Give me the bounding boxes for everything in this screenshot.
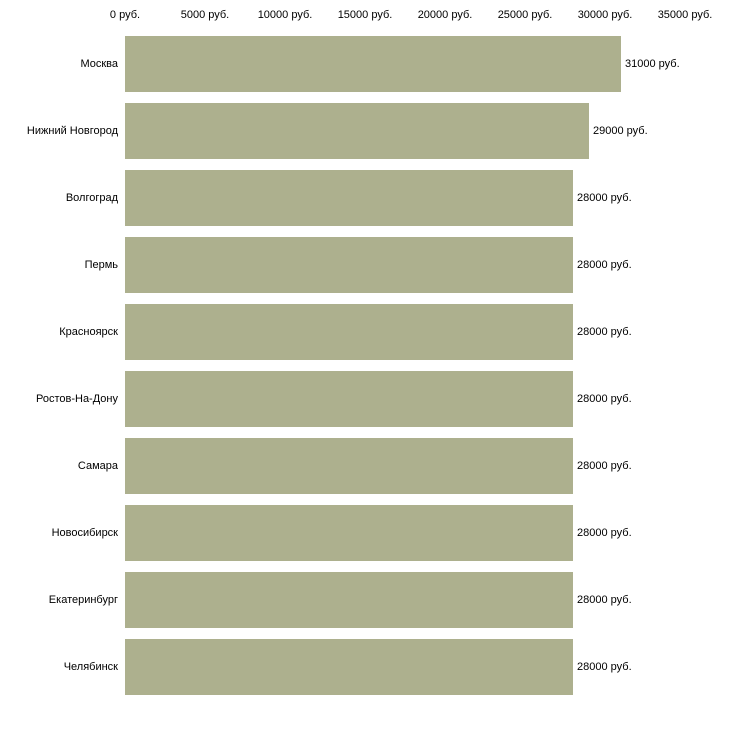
bar-row: [125, 36, 685, 92]
category-label: Челябинск: [63, 661, 118, 673]
bar[interactable]: [125, 639, 573, 695]
bar[interactable]: [125, 572, 573, 628]
category-label: Екатеринбург: [48, 594, 118, 606]
bar-value-label: 28000 руб.: [577, 460, 632, 472]
category-label-wrap: [0, 170, 118, 226]
bar-value-label: 28000 руб.: [577, 594, 632, 606]
bar-value-label: 28000 руб.: [577, 527, 632, 539]
x-axis-tick-label: 15000 руб.: [337, 9, 393, 21]
category-label-wrap: [0, 304, 118, 360]
bar-value-label: 31000 руб.: [625, 58, 680, 70]
bar-row: [125, 170, 685, 226]
bar-value-label: 29000 руб.: [593, 125, 648, 137]
bar[interactable]: [125, 304, 573, 360]
category-label: Новосибирск: [51, 527, 118, 539]
bar-value-label: 28000 руб.: [577, 259, 632, 271]
bar-value-label: 28000 руб.: [577, 661, 632, 673]
plot-area: [125, 30, 685, 700]
bar-row: [125, 572, 685, 628]
category-label: Москва: [80, 58, 118, 70]
category-label-wrap: [0, 505, 118, 561]
category-label-wrap: [0, 36, 118, 92]
x-axis-tick-label: 30000 руб.: [577, 9, 633, 21]
bar[interactable]: [125, 170, 573, 226]
bar[interactable]: [125, 438, 573, 494]
category-label-wrap: [0, 371, 118, 427]
x-axis-tick-label: 20000 руб.: [417, 9, 473, 21]
x-axis-tick-label: 0 руб.: [109, 9, 141, 21]
bar[interactable]: [125, 237, 573, 293]
category-label: Красноярск: [59, 326, 118, 338]
category-label: Пермь: [84, 259, 118, 271]
bar-row: [125, 371, 685, 427]
bar[interactable]: [125, 36, 621, 92]
category-label-wrap: [0, 103, 118, 159]
bar-row: [125, 304, 685, 360]
bar-row: [125, 438, 685, 494]
bar[interactable]: [125, 371, 573, 427]
category-label-wrap: [0, 639, 118, 695]
bar-value-label: 28000 руб.: [577, 326, 632, 338]
category-label: Самара: [77, 460, 118, 472]
bar-row: [125, 237, 685, 293]
category-label: Ростов-На-Дону: [35, 393, 118, 405]
bar[interactable]: [125, 103, 589, 159]
bar-value-label: 28000 руб.: [577, 393, 632, 405]
bar[interactable]: [125, 505, 573, 561]
bar-row: [125, 505, 685, 561]
bar-row: [125, 103, 685, 159]
category-label: Волгоград: [65, 192, 118, 204]
x-axis-tick-label: 10000 руб.: [257, 9, 313, 21]
category-label-wrap: [0, 237, 118, 293]
x-axis-tick-label: 5000 руб.: [180, 9, 230, 21]
bar-row: [125, 639, 685, 695]
category-label: Нижний Новгород: [26, 125, 118, 137]
bar-value-label: 28000 руб.: [577, 192, 632, 204]
category-label-wrap: [0, 572, 118, 628]
x-axis-top: [0, 0, 730, 30]
x-axis-tick-label: 25000 руб.: [497, 9, 553, 21]
category-label-wrap: [0, 438, 118, 494]
x-axis-tick-label: 35000 руб.: [657, 9, 713, 21]
